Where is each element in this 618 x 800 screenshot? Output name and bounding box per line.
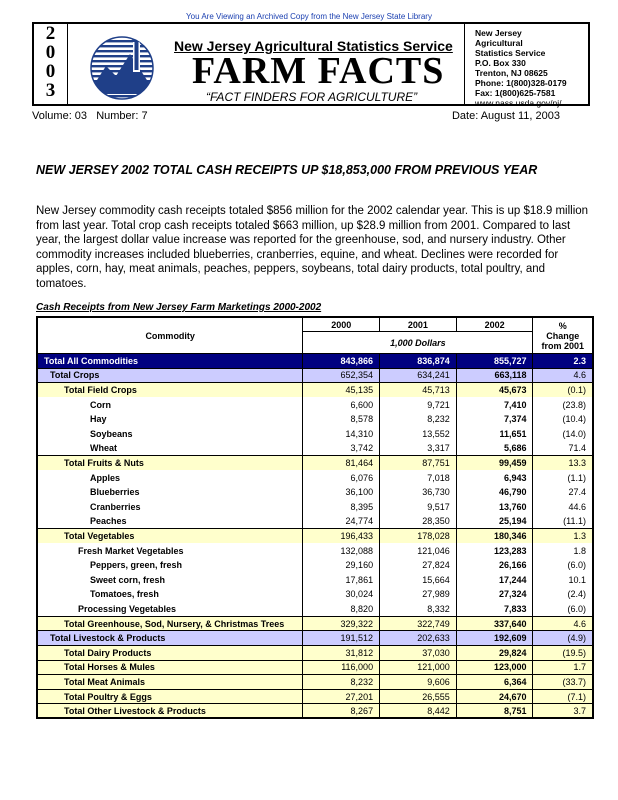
table-row	[37, 616, 593, 631]
table-row	[37, 675, 593, 690]
value-2001-cell: 8,332	[380, 602, 457, 617]
header-pct: %	[558, 320, 567, 331]
commodity-cell: Total Fruits & Nuts	[37, 456, 303, 471]
value-2001-cell: 87,751	[380, 456, 457, 471]
commodity-cell: Total All Commodities	[37, 354, 303, 369]
value-2000-cell: 30,024	[303, 587, 380, 602]
header-units: 1,000 Dollars	[303, 332, 533, 354]
value-2002-cell: 46,790	[456, 485, 533, 500]
year-digit: 3	[45, 80, 56, 101]
year-digit: 0	[45, 61, 56, 82]
commodity-cell: Hay	[37, 412, 303, 427]
change-cell: 3.7	[533, 704, 593, 719]
change-cell: 1.7	[533, 660, 593, 675]
commodity-cell: Total Livestock & Products	[37, 631, 303, 646]
change-cell: (0.1)	[533, 383, 593, 398]
value-2000-cell: 8,267	[303, 704, 380, 719]
commodity-cell: Blueberries	[37, 485, 303, 500]
table-row	[37, 441, 593, 456]
value-2002-cell: 180,346	[456, 529, 533, 544]
value-2002-cell: 663,118	[456, 368, 533, 383]
value-2001-cell: 9,517	[380, 500, 457, 515]
nass-globe-logo-icon	[86, 32, 162, 100]
address-line: Trenton, NJ 08625	[475, 68, 548, 78]
table-row	[37, 587, 593, 602]
value-2001-cell: 121,046	[380, 543, 457, 558]
change-cell: (1.1)	[533, 470, 593, 485]
value-2001-cell: 13,552	[380, 427, 457, 442]
value-2002-cell: 45,673	[456, 383, 533, 398]
table-row	[37, 383, 593, 398]
commodity-cell: Tomatoes, fresh	[37, 587, 303, 602]
change-cell: (33.7)	[533, 675, 593, 690]
cash-receipts-table	[36, 316, 594, 719]
address-line: Statistics Service	[475, 48, 546, 58]
value-2002-cell: 17,244	[456, 573, 533, 588]
commodity-cell: Total Meat Animals	[37, 675, 303, 690]
table-row	[37, 470, 593, 485]
value-2002-cell: 11,651	[456, 427, 533, 442]
table-row	[37, 485, 593, 500]
change-cell: 13.3	[533, 456, 593, 471]
change-cell: 1.8	[533, 543, 593, 558]
value-2000-cell: 31,812	[303, 645, 380, 660]
commodity-cell: Total Poultry & Eggs	[37, 689, 303, 704]
value-2001-cell: 37,030	[380, 645, 457, 660]
value-2002-cell: 99,459	[456, 456, 533, 471]
website-link[interactable]: www.nass.usda.gov/nj/	[475, 98, 562, 108]
value-2000-cell: 14,310	[303, 427, 380, 442]
header-2001: 2001	[380, 317, 457, 332]
commodity-cell: Peppers, green, fresh	[37, 558, 303, 573]
change-cell: (14.0)	[533, 427, 593, 442]
value-2000-cell: 116,000	[303, 660, 380, 675]
masthead	[32, 22, 590, 106]
change-cell: (11.1)	[533, 514, 593, 529]
commodity-cell: Total Crops	[37, 368, 303, 383]
address-line: New Jersey	[475, 28, 522, 38]
table-row	[37, 500, 593, 515]
commodity-cell: Fresh Market Vegetables	[37, 543, 303, 558]
year-column	[34, 24, 68, 104]
value-2000-cell: 843,866	[303, 354, 380, 369]
commodity-cell: Peaches	[37, 514, 303, 529]
value-2002-cell: 8,751	[456, 704, 533, 719]
table-row	[37, 631, 593, 646]
table-row	[37, 354, 593, 369]
header-change-label: Change	[546, 330, 580, 341]
change-cell: (23.8)	[533, 397, 593, 412]
archive-banner: You Are Viewing an Archived Copy from the New Jersey State Library	[186, 12, 432, 21]
year-digit: 2	[45, 23, 56, 44]
value-2001-cell: 322,749	[380, 616, 457, 631]
table-row	[37, 543, 593, 558]
brand-title: FARM FACTS	[192, 50, 445, 92]
change-cell: 2.3	[533, 354, 593, 369]
table-row	[37, 573, 593, 588]
value-2000-cell: 6,600	[303, 397, 380, 412]
change-cell: 1.3	[533, 529, 593, 544]
value-2000-cell: 191,512	[303, 631, 380, 646]
change-cell: 44.6	[533, 500, 593, 515]
value-2000-cell: 132,088	[303, 543, 380, 558]
header-commodity: Commodity	[37, 317, 303, 354]
value-2002-cell: 6,943	[456, 470, 533, 485]
table-row	[37, 397, 593, 412]
value-2001-cell: 36,730	[380, 485, 457, 500]
value-2001-cell: 3,317	[380, 441, 457, 456]
value-2000-cell: 6,076	[303, 470, 380, 485]
change-cell: (4.9)	[533, 631, 593, 646]
address-line: P.O. Box 330	[475, 58, 526, 68]
issue-line	[32, 110, 590, 122]
value-2000-cell: 196,433	[303, 529, 380, 544]
table-row	[37, 660, 593, 675]
value-2001-cell: 8,232	[380, 412, 457, 427]
value-2000-cell: 8,232	[303, 675, 380, 690]
header-2002: 2002	[456, 317, 533, 332]
value-2002-cell: 24,670	[456, 689, 533, 704]
commodity-cell: Total Horses & Mules	[37, 660, 303, 675]
commodity-cell: Total Field Crops	[37, 383, 303, 398]
value-2001-cell: 27,989	[380, 587, 457, 602]
value-2002-cell: 855,727	[456, 354, 533, 369]
issue-date: Date: August 11, 2003	[451, 110, 560, 122]
value-2000-cell: 45,135	[303, 383, 380, 398]
table-row	[37, 529, 593, 544]
value-2002-cell: 25,194	[456, 514, 533, 529]
table-row	[37, 456, 593, 471]
value-2001-cell: 8,442	[380, 704, 457, 719]
commodity-cell: Wheat	[37, 441, 303, 456]
tagline: “FACT FINDERS FOR AGRICULTURE”	[206, 90, 418, 104]
change-cell: (19.5)	[533, 645, 593, 660]
change-cell: (6.0)	[533, 558, 593, 573]
value-2000-cell: 3,742	[303, 441, 380, 456]
value-2000-cell: 652,354	[303, 368, 380, 383]
table-row	[37, 412, 593, 427]
value-2002-cell: 5,686	[456, 441, 533, 456]
header-2000: 2000	[303, 317, 380, 332]
commodity-cell: Total Greenhouse, Sod, Nursery, & Christmas Trees	[37, 616, 303, 631]
table-row	[37, 427, 593, 442]
table-title: Cash Receipts from New Jersey Farm Marketings 2000-2002	[36, 302, 322, 313]
table-row	[37, 368, 593, 383]
value-2001-cell: 9,606	[380, 675, 457, 690]
value-2000-cell: 24,774	[303, 514, 380, 529]
value-2000-cell: 17,861	[303, 573, 380, 588]
value-2001-cell: 202,633	[380, 631, 457, 646]
value-2002-cell: 192,609	[456, 631, 533, 646]
body-paragraph: New Jersey commodity cash receipts totaled $856 million for the 2002 calendar year. This is up $18.9 million from last year. Total crop cash receipts totaled $663 million, up $28.9 million from 2001. Compared to last year, the largest dollar value increase was reported for the greenhouse, sod, and nursery industry. Other commodity increases included blueberries, cranberries, equine, and wheat. Declines were recorded for apples, corn, hay, meat animals, peaches, peppers, soybeans, total dairy products, total poultry, and tomatoes.	[36, 205, 589, 290]
table-row	[37, 602, 593, 617]
headline: NEW JERSEY 2002 TOTAL CASH RECEIPTS UP $18,853,000 FROM PREVIOUS YEAR	[36, 163, 538, 177]
value-2002-cell: 337,640	[456, 616, 533, 631]
change-cell: (7.1)	[533, 689, 593, 704]
table-row	[37, 689, 593, 704]
change-cell: 4.6	[533, 368, 593, 383]
commodity-cell: Processing Vegetables	[37, 602, 303, 617]
value-2002-cell: 29,824	[456, 645, 533, 660]
fax-line: Fax: 1(800)625-7581	[475, 88, 556, 98]
commodity-cell: Total Dairy Products	[37, 645, 303, 660]
volume-number: Volume: 03 Number: 7	[32, 110, 148, 122]
value-2002-cell: 26,166	[456, 558, 533, 573]
value-2002-cell: 7,374	[456, 412, 533, 427]
value-2000-cell: 27,201	[303, 689, 380, 704]
value-2001-cell: 178,028	[380, 529, 457, 544]
commodity-cell: Cranberries	[37, 500, 303, 515]
value-2001-cell: 27,824	[380, 558, 457, 573]
change-cell: 4.6	[533, 616, 593, 631]
change-cell: 10.1	[533, 573, 593, 588]
header-change	[533, 317, 593, 354]
value-2002-cell: 123,283	[456, 543, 533, 558]
table-row	[37, 558, 593, 573]
value-2001-cell: 15,664	[380, 573, 457, 588]
change-cell: 71.4	[533, 441, 593, 456]
table-row	[37, 704, 593, 719]
change-cell: (2.4)	[533, 587, 593, 602]
change-cell: 27.4	[533, 485, 593, 500]
value-2001-cell: 26,555	[380, 689, 457, 704]
address-line: Agricultural	[475, 38, 523, 48]
value-2001-cell: 9,721	[380, 397, 457, 412]
value-2002-cell: 7,833	[456, 602, 533, 617]
value-2001-cell: 28,350	[380, 514, 457, 529]
value-2000-cell: 8,395	[303, 500, 380, 515]
value-2002-cell: 6,364	[456, 675, 533, 690]
commodity-cell: Total Other Livestock & Products	[37, 704, 303, 719]
value-2001-cell: 121,000	[380, 660, 457, 675]
year-digit: 0	[45, 42, 56, 63]
service-title: New Jersey Agricultural Statistics Service	[174, 38, 453, 54]
commodity-cell: Corn	[37, 397, 303, 412]
change-cell: (6.0)	[533, 602, 593, 617]
commodity-cell: Soybeans	[37, 427, 303, 442]
value-2000-cell: 8,578	[303, 412, 380, 427]
commodity-cell: Total Vegetables	[37, 529, 303, 544]
value-2002-cell: 13,760	[456, 500, 533, 515]
value-2000-cell: 29,160	[303, 558, 380, 573]
table-row	[37, 645, 593, 660]
value-2001-cell: 634,241	[380, 368, 457, 383]
commodity-cell: Sweet corn, fresh	[37, 573, 303, 588]
value-2000-cell: 329,322	[303, 616, 380, 631]
value-2002-cell: 7,410	[456, 397, 533, 412]
value-2000-cell: 36,100	[303, 485, 380, 500]
address-block	[464, 24, 588, 108]
value-2000-cell: 81,464	[303, 456, 380, 471]
phone-line: Phone: 1(800)328-0179	[475, 78, 567, 88]
table-body	[37, 354, 593, 719]
value-2000-cell: 8,820	[303, 602, 380, 617]
value-2002-cell: 27,324	[456, 587, 533, 602]
value-2002-cell: 123,000	[456, 660, 533, 675]
change-cell: (10.4)	[533, 412, 593, 427]
value-2001-cell: 836,874	[380, 354, 457, 369]
commodity-cell: Apples	[37, 470, 303, 485]
value-2001-cell: 7,018	[380, 470, 457, 485]
value-2001-cell: 45,713	[380, 383, 457, 398]
header-from: from 2001	[541, 340, 584, 351]
table-row	[37, 514, 593, 529]
